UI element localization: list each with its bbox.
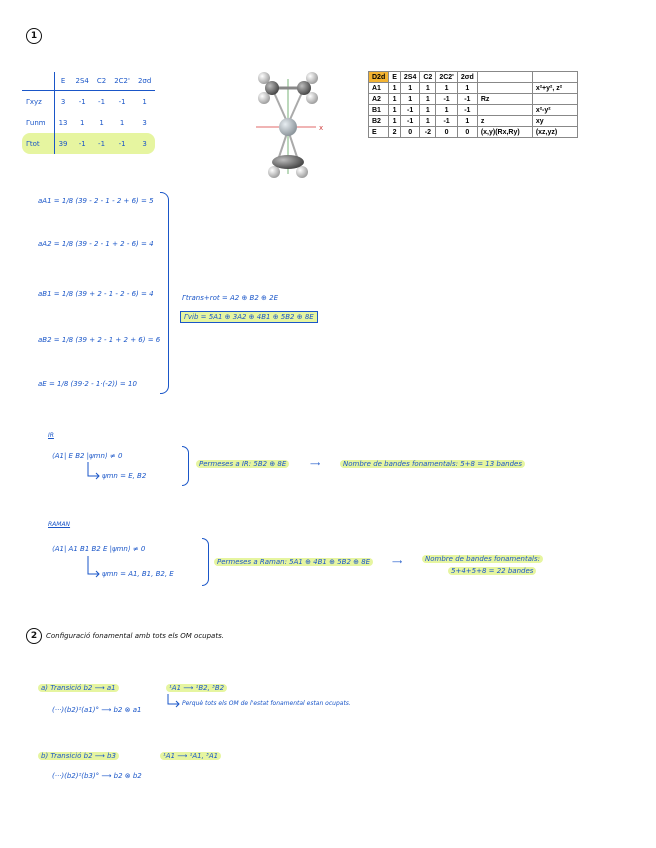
table-cell: 3 — [60, 97, 66, 106]
table-cell: B1 — [369, 105, 389, 116]
reduction-formula-e — [38, 380, 137, 388]
formula-lhs: aA2 = — [38, 240, 60, 248]
raman-result-line1: Nombre de bandes fonamentals: — [422, 555, 543, 563]
table-cell: 1 — [420, 105, 436, 116]
table-cell: 1 — [400, 94, 419, 105]
table-cell: x²-y² — [532, 105, 577, 116]
arrow-hook — [166, 694, 180, 710]
table-header-row — [369, 72, 578, 83]
table-header-cell: 2σd — [457, 72, 477, 83]
transition-b-config: (···)(b2)²(b3)° ⟶ b2 ⊗ b2 — [52, 772, 142, 780]
section-2-title: Configuració fonamental amb tots els OM ocupats. — [46, 632, 224, 640]
transition-a-note: Perquè tots els OM de l'estat fonamental estan ocupats. — [182, 700, 351, 707]
table-cell: 1 — [79, 118, 85, 127]
section-2-number: 2 — [26, 628, 42, 644]
table-cell: xy — [532, 116, 577, 127]
table-cell: z — [477, 116, 532, 127]
formula-lhs: aB2 = — [38, 336, 60, 344]
brace — [160, 192, 169, 394]
table-cell: 1 — [420, 94, 436, 105]
raman-title: RAMAN — [48, 521, 71, 528]
table-cell: -1 — [457, 94, 477, 105]
table-header-cell — [22, 72, 54, 91]
table-row-total — [22, 133, 155, 154]
table-header-cell: 2S4 — [72, 72, 93, 91]
ir-allowed: Permeses a IR: 5B2 ⊕ 8E — [196, 460, 289, 468]
table-cell: B2 — [369, 116, 389, 127]
table-header-row — [22, 72, 155, 91]
table-cell: 0 — [436, 127, 458, 138]
transition-a-config: (···)(b2)²(a1)° ⟶ b2 ⊗ a1 — [52, 706, 142, 714]
table-cell: -1 — [400, 116, 419, 127]
table-header-cell: 2σd — [134, 72, 155, 91]
raman-allowed: Permeses a Raman: 5A1 ⊕ 4B1 ⊕ 5B2 ⊕ 8E — [214, 558, 373, 566]
transition-b-label: b) Transició b2 ⟶ b3 — [38, 752, 119, 760]
table-cell: 0 — [400, 127, 419, 138]
table-cell: 3 — [142, 139, 147, 148]
arrow-icon: ⟶ — [310, 460, 321, 468]
transition-a-label: a) Transició b2 ⟶ a1 — [38, 684, 119, 692]
table-header-cell — [532, 72, 577, 83]
formula-rhs: 1/8 (39 + 2 - 1 + 2 + 6) = 6 — [61, 336, 161, 344]
table-header-cell: 2C2' — [436, 72, 458, 83]
table-cell — [477, 83, 532, 94]
table-header-cell: 2C2' — [110, 72, 134, 91]
table-cell: 1 — [420, 83, 436, 94]
table-cell: (x,y)(Rx,Ry) — [477, 127, 532, 138]
transition-a-term: ¹A1 ⟶ ¹B2, ³B2 — [166, 684, 227, 692]
table-cell: 1 — [389, 105, 401, 116]
character-table-d2d — [368, 71, 578, 138]
table-cell: -1 — [98, 97, 106, 106]
ir-title: IR — [48, 432, 54, 439]
table-row — [22, 112, 155, 133]
reduction-formula-a2 — [38, 240, 154, 248]
table-cell: -1 — [457, 105, 477, 116]
formula-rhs: 1/8 (39 - 2 - 1 - 2 + 6) = 5 — [61, 197, 154, 205]
table-cell: A2 — [369, 94, 389, 105]
table-cell: -1 — [436, 116, 458, 127]
table-cell: 1 — [99, 118, 104, 127]
table-cell: x²+y², z² — [532, 83, 577, 94]
raman-symmetries: ψmn = A1, B1, B2, E — [102, 570, 174, 578]
table-cell: -1 — [436, 94, 458, 105]
table-header-cell: D2d — [369, 72, 389, 83]
arrow-hook — [86, 556, 100, 580]
section-1-number: 1 — [26, 28, 42, 44]
table-cell: -1 — [78, 97, 86, 106]
table-header-cell: E — [389, 72, 401, 83]
table-row — [369, 94, 578, 105]
table-cell: -1 — [118, 97, 126, 106]
table-cell: E — [369, 127, 389, 138]
table-cell: -1 — [118, 139, 126, 148]
brace — [202, 538, 209, 586]
table-row — [369, 105, 578, 116]
table-cell: 1 — [142, 97, 147, 106]
table-cell — [477, 105, 532, 116]
table-cell: 1 — [457, 116, 477, 127]
reduction-formula-a1 — [38, 197, 154, 205]
molecule-illustration — [248, 64, 328, 189]
formula-lhs: aE = — [38, 380, 55, 388]
formula-lhs: aA1 = — [38, 197, 60, 205]
arrow-hook — [86, 462, 100, 482]
formula-rhs: 1/8 (39·2 - 1·(-2)) = 10 — [57, 380, 137, 388]
table-cell: 1 — [389, 116, 401, 127]
table-row — [22, 91, 155, 113]
brace — [182, 446, 189, 486]
table-cell: 13 — [58, 118, 68, 127]
transition-b-term: ¹A1 ⟶ ¹A1, ³A1 — [160, 752, 221, 760]
table-cell: -1 — [98, 139, 106, 148]
table-row — [369, 127, 578, 138]
axis-label: x — [319, 124, 324, 132]
table-cell: 1 — [389, 94, 401, 105]
table-cell: 1 — [389, 83, 401, 94]
table-cell — [532, 94, 577, 105]
table-cell: -2 — [420, 127, 436, 138]
table-cell: 1 — [420, 116, 436, 127]
table-cell: 2 — [389, 127, 401, 138]
table-header-cell: C2 — [420, 72, 436, 83]
table-row — [369, 83, 578, 94]
table-cell: -1 — [400, 105, 419, 116]
table-cell: 1 — [457, 83, 477, 94]
table-cell: A1 — [369, 83, 389, 94]
reduction-formula-b2 — [38, 336, 160, 344]
table-header-cell — [477, 72, 532, 83]
row-label: Γtot — [22, 133, 54, 154]
table-cell: 39 — [58, 139, 68, 148]
formula-lhs: aB1 = — [38, 290, 60, 298]
row-label: Γunm — [22, 112, 54, 133]
table-cell: 1 — [400, 83, 419, 94]
table-cell: 0 — [457, 127, 477, 138]
gamma-vib: Γvib = 5A1 ⊕ 3A2 ⊕ 4B1 ⊕ 5B2 ⊕ 8E — [180, 311, 318, 323]
arrow-icon: ⟶ — [392, 558, 403, 566]
table-header-cell: C2 — [93, 72, 110, 91]
table-cell: 3 — [142, 118, 147, 127]
table-header-cell: E — [54, 72, 71, 91]
ir-symmetries: ψmn = E, B2 — [102, 472, 147, 480]
table-cell: -1 — [78, 139, 86, 148]
table-cell: 1 — [436, 105, 458, 116]
reduction-formula-b1 — [38, 290, 154, 298]
table-cell: (xz,yz) — [532, 127, 577, 138]
ir-integral: ⟨A1| E B2 |ψmn⟩ ≠ 0 — [52, 452, 123, 460]
formula-rhs: 1/8 (39 - 2 - 1 + 2 - 6) = 4 — [61, 240, 154, 248]
table-cell: 1 — [119, 118, 125, 127]
raman-result-line2: 5+4+5+8 = 22 bandes — [448, 567, 536, 575]
table-cell: Rz — [477, 94, 532, 105]
raman-integral: ⟨A1| A1 B1 B2 E |ψmn⟩ ≠ 0 — [52, 545, 146, 553]
table-header-cell: 2S4 — [400, 72, 419, 83]
table-row — [369, 116, 578, 127]
formula-rhs: 1/8 (39 + 2 - 1 - 2 - 6) = 4 — [61, 290, 154, 298]
ir-result: Nombre de bandes fonamentals: 5+8 = 13 bandes — [340, 460, 525, 468]
gamma-trans-rot: Γtrans+rot = A2 ⊕ B2 ⊕ 2E — [182, 294, 278, 302]
row-label: Γxyz — [22, 91, 54, 113]
table-cell: 1 — [436, 83, 458, 94]
reducible-representation-table — [22, 72, 155, 154]
